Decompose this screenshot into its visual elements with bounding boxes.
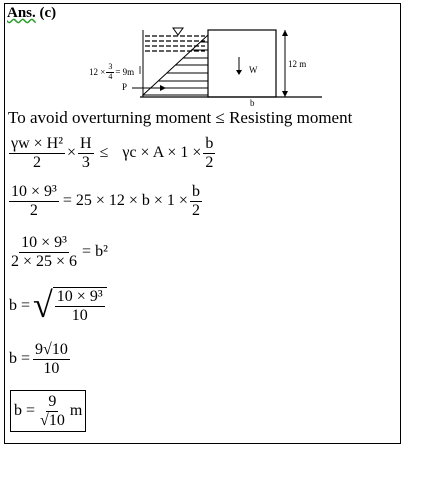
eq5-num: 9√10 xyxy=(35,341,68,358)
eq5-den: 10 xyxy=(43,359,60,377)
condition-text: To avoid overturning moment ≤ Resisting moment xyxy=(8,108,353,127)
eq5-lhs: b = xyxy=(9,350,31,368)
force-arrowhead-icon xyxy=(160,85,166,91)
eq6-lhs: b = xyxy=(14,402,36,420)
depth-label-suffix: = 9m xyxy=(115,67,135,78)
eq2-lhs-den: 2 xyxy=(29,201,38,219)
height-label: 12 m xyxy=(288,59,307,69)
base-label: b xyxy=(250,98,255,108)
equation-2 xyxy=(9,183,202,219)
eq1-lhs-num: γw × H² xyxy=(11,135,63,152)
depth-fraction xyxy=(106,63,114,82)
eq4-sqrt xyxy=(33,287,107,324)
eq3-lhs-fraction xyxy=(9,234,79,270)
eq1-b-num: b xyxy=(205,135,214,152)
eq3-lhs-num: 10 × 9³ xyxy=(21,234,67,251)
eq4-num: 10 × 9³ xyxy=(56,288,103,305)
depth-fraction-den: 4 xyxy=(108,71,113,81)
equation-1 xyxy=(9,135,215,171)
eq6-fraction xyxy=(38,393,67,429)
eq1-b-den: 2 xyxy=(205,153,214,171)
weight-arrowhead-icon xyxy=(236,70,242,75)
eq2-lhs-fraction xyxy=(9,183,59,219)
eq1-relation: ≤ xyxy=(99,144,109,162)
eq4-fraction xyxy=(55,288,105,324)
eq2-rhs: = 25 × 12 × b × 1 × xyxy=(62,192,188,210)
eq1-rhs: γc × A × 1 × xyxy=(122,144,202,162)
eq4-den: 10 xyxy=(71,306,88,324)
eq2-b-den: 2 xyxy=(191,201,200,219)
weight-label: W xyxy=(249,65,258,75)
water-body xyxy=(145,36,205,51)
eq6-num: 9 xyxy=(48,393,57,410)
final-answer-box xyxy=(10,390,86,432)
eq1-mul: × xyxy=(67,144,77,162)
eq1-h-den: 3 xyxy=(81,153,90,171)
depth-label-prefix: 12 × xyxy=(89,67,106,78)
eq4-lhs: b = xyxy=(9,296,31,314)
dimension-arrow-up-icon xyxy=(282,30,288,36)
eq5-fraction xyxy=(33,341,70,377)
dam-block xyxy=(208,30,276,97)
pressure-triangle xyxy=(143,35,208,95)
depth-fraction-num: 3 xyxy=(108,62,113,71)
eq1-lhs-fraction xyxy=(9,135,65,171)
eq2-b-num: b xyxy=(191,183,200,200)
eq1-b-fraction xyxy=(203,135,215,171)
eq2-lhs-num: 10 × 9³ xyxy=(11,183,57,200)
eq1-h-fraction xyxy=(78,135,94,171)
radical-icon: √ xyxy=(33,285,53,325)
answer-option: (c) xyxy=(39,5,57,21)
eq3-rhs: = b² xyxy=(82,243,108,261)
eq2-b-fraction xyxy=(190,183,202,219)
eq3-lhs-den: 2 × 25 × 6 xyxy=(11,252,78,270)
water-surface-icon xyxy=(173,28,183,35)
eq6-unit: m xyxy=(69,402,83,420)
equation-3 xyxy=(9,234,108,270)
eq6-den: √10 xyxy=(40,411,65,429)
answer-label: Ans. xyxy=(7,5,36,21)
eq1-h-num: H xyxy=(80,135,92,152)
equation-4 xyxy=(9,287,107,324)
eq4-radicand xyxy=(53,287,107,324)
force-label: P xyxy=(122,82,128,92)
eq1-lhs-den: 2 xyxy=(33,153,41,171)
dimension-arrow-down-icon xyxy=(282,91,288,97)
depth-label xyxy=(89,63,134,82)
equation-5 xyxy=(9,341,70,377)
